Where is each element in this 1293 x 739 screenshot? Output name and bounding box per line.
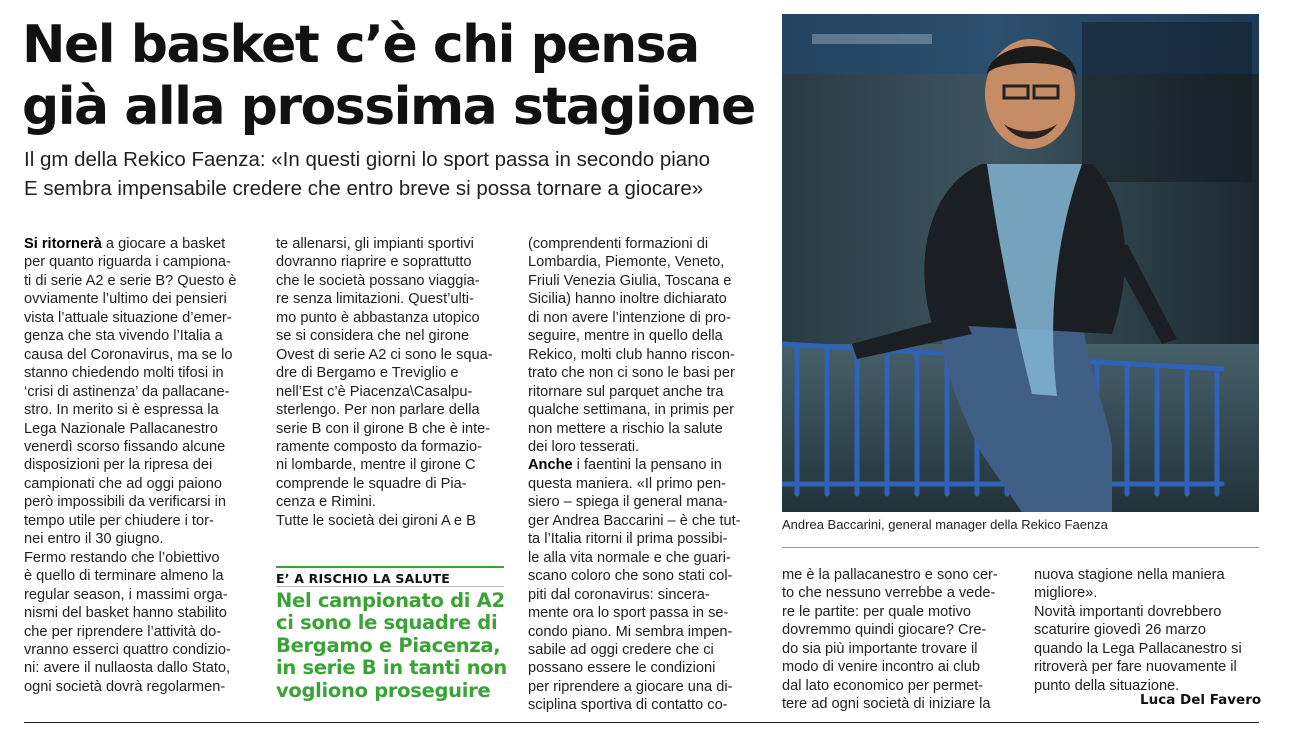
text-line: tempo utile per chiudere i tor- — [24, 512, 214, 529]
text-line: disposizioni per la ripresa dei — [24, 457, 213, 474]
article-column-2 — [276, 235, 504, 530]
text-line: stro. In merito si è espressa la — [24, 402, 219, 419]
text-line: to che nessuno verrebbe a vede- — [782, 585, 996, 602]
pullquote-line: Nel campionato di A2 — [276, 589, 505, 612]
text-line: Fermo restando che l’obiettivo — [24, 549, 220, 566]
photo-illustration — [782, 14, 1259, 512]
text-line: venerdì scorso fissando alcune — [24, 438, 226, 455]
text-line: Friuli Venezia Giulia, Toscana e — [528, 272, 732, 289]
column-2-text — [276, 235, 504, 530]
text-line: Lega Nazionale Pallacanestro — [24, 420, 218, 437]
text-line: ‘crisi di astinenza’ da pallacane- — [24, 383, 230, 400]
text-line: re senza limitazioni. Quest’ulti- — [276, 291, 474, 308]
article-column-5 — [1034, 566, 1259, 695]
pullquote — [276, 590, 508, 702]
photo-caption: Andrea Baccarini, general manager della Rekico Faenza — [782, 517, 1108, 532]
text-line: non mettere a rischio la salute — [528, 420, 723, 437]
text-line: trato che non ci sono le basi per — [528, 365, 735, 382]
text-line: ritroverà per fare nuovamente il — [1034, 659, 1237, 676]
headline — [22, 14, 772, 138]
text-line: genza che sta vivendo l’Italia a — [24, 328, 223, 345]
lead-in-word: Si ritornerà — [24, 236, 102, 252]
text-line: è quello di terminare almeno la — [24, 568, 224, 585]
text-line: scano coloro che sono stati col- — [528, 568, 733, 585]
text-line: mente ora lo sport passa in se- — [528, 605, 729, 622]
text-line: dre di Bergamo e Treviglio e — [276, 365, 459, 382]
text-line: comprende le squadre di Pia- — [276, 475, 467, 492]
text-line: se si considera che nel girone — [276, 328, 470, 345]
text-line: campionati che ad oggi paiono — [24, 475, 222, 492]
author-byline: Luca Del Favero — [1140, 692, 1262, 708]
text-line: vista l’attuale situazione d’emer- — [24, 309, 232, 326]
text-line: ni: avere il nullaosta dallo Stato, — [24, 660, 231, 677]
text-line: Si ritornerà a giocare a basket — [24, 236, 226, 252]
text-line: ni lombarde, mentre il girone C — [276, 457, 476, 474]
text-line: Anche i faentini la pensano in — [528, 457, 722, 474]
text-line: questa maniera. «Il primo pen- — [528, 475, 726, 492]
text-line: vranno esserci quattro condizio- — [24, 641, 231, 658]
text-line: ta l’Italia ritorni il prima possibi- — [528, 531, 728, 548]
text-line: nei entro il 30 giugno. — [24, 531, 164, 548]
text-line: qualche settimana, in primis per — [528, 402, 735, 419]
pullquote-line: vogliono proseguire — [276, 678, 491, 702]
text-line: per riprendere a giocare una di- — [528, 678, 733, 695]
text-line: dovremmo quindi giocare? Cre- — [782, 622, 987, 639]
text-line: ti di serie A2 e serie B? Questo è — [24, 272, 237, 289]
subheadline-line-1: Il gm della Rekico Faenza: «In questi giorni lo sport passa in secondo piano — [24, 148, 711, 171]
lead-in-word: Anche — [528, 457, 573, 474]
text-line: per quanto riguarda i campiona- — [24, 254, 231, 271]
text-line: nuova stagione nella maniera — [1034, 567, 1225, 583]
text-line: modo di venire incontro ai club — [782, 659, 980, 676]
text-line: quando la Lega Pallacanestro si — [1034, 640, 1242, 657]
page-bottom-rule — [24, 722, 1259, 723]
pullquote-line: Bergamo e Piacenza, — [276, 633, 501, 657]
headline-line-2: già alla prossima stagione — [22, 77, 755, 137]
text-line: Novità importanti dovrebbero — [1034, 603, 1222, 620]
text-line: che per riprendere l’attività do- — [24, 623, 222, 640]
caption-rule — [782, 547, 1259, 548]
text-line: ovviamente l’ultimo dei pensieri — [24, 291, 227, 308]
text-line: di non avere l’intenzione di pro- — [528, 309, 731, 326]
text-line: ramente composto da formazio- — [276, 438, 483, 455]
text-line: (comprendenti formazioni di — [528, 236, 709, 252]
text-line: ogni società dovrà regolarmen- — [24, 678, 226, 695]
text-line: Tutte le società dei gironi A e B — [276, 512, 476, 529]
column-4-text — [782, 566, 1007, 714]
text-line: possano essere le condizioni — [528, 660, 716, 677]
text-line: punto della situazione. — [1034, 677, 1180, 694]
text-line: dal lato economico per permet- — [782, 677, 984, 694]
article-column-1 — [24, 235, 252, 696]
article-column-3 — [528, 235, 756, 715]
text-line: seguire, mentre in quello della — [528, 328, 723, 345]
text-line: nell’Est c’è Piacenza\Casalpu- — [276, 383, 473, 400]
subheadline-line-2: E sembra impensabile credere che entro breve si possa tornare a giocare» — [24, 177, 704, 200]
text-line: sciplina sportiva di contatto co- — [528, 697, 728, 714]
text-line: piti dal coronavirus: sincera- — [528, 586, 710, 603]
text-line: Sicilia) hanno inoltre dichiarato — [528, 291, 727, 308]
text-line: dei loro tesserati. — [528, 438, 640, 455]
pullquote-line: in serie B in tanti non — [276, 656, 507, 680]
text-line: cenza e Rimini. — [276, 494, 376, 511]
text-line: causa del Coronavirus, ma se lo — [24, 346, 233, 363]
text-line: migliore». — [1034, 585, 1098, 602]
text-line: me è la pallacanestro e sono cer- — [782, 567, 998, 583]
headline-line-1: Nel basket c’è chi pensa — [22, 15, 699, 75]
text-line: ritornare sul parquet anche tra — [528, 383, 724, 400]
text-line: però impossibili da verificarsi in — [24, 494, 226, 511]
pullquote-label: E’ A RISCHIO LA SALUTE — [276, 571, 451, 586]
column-3-text-a — [528, 235, 756, 456]
text-line: Rekico, molti club hanno riscon- — [528, 346, 735, 363]
text-line: sterlengo. Per non parlare della — [276, 402, 480, 419]
text-line: te allenarsi, gli impianti sportivi — [276, 236, 474, 252]
text-line: do sia più importante trovare il — [782, 640, 978, 657]
pullquote-line: ci sono le squadre di — [276, 611, 498, 635]
text-line: dovranno riaprire e soprattutto — [276, 254, 472, 271]
column-3-text-b — [528, 456, 756, 714]
text-line: sabile ad oggi credere che ci — [528, 641, 714, 658]
text-line: condo piano. Mi sembra impen- — [528, 623, 733, 640]
text-line: mo punto è abbastanza utopico — [276, 309, 480, 326]
text-line: ger Andrea Baccarini – è che tut- — [528, 512, 741, 529]
subheadline — [24, 145, 784, 203]
text-line: tere ad ogni società di iniziare la — [782, 696, 991, 713]
text-line: serie B con il girone B che è inte- — [276, 420, 491, 437]
text-line: regular season, i massimi orga- — [24, 586, 228, 603]
text-line: che le società possano viaggia- — [276, 272, 480, 289]
article-photo — [782, 14, 1259, 512]
column-5-text — [1034, 566, 1259, 695]
pullquote-top-rule — [276, 566, 504, 568]
column-1-text — [24, 235, 252, 696]
text-line: siero – spiega il general mana- — [528, 494, 728, 511]
text-line: Ovest di serie A2 ci sono le squa- — [276, 346, 493, 363]
text-line: nismi del basket hanno stabilito — [24, 605, 227, 622]
text-line: stanno chiedendo molti tifosi in — [24, 365, 224, 382]
pullquote-divider — [276, 586, 504, 587]
text-line: scaturire giovedì 26 marzo — [1034, 622, 1206, 639]
text-line: le alla vita normale e che guari- — [528, 549, 731, 566]
text-line: re le partite: per quale motivo — [782, 603, 972, 620]
text-line: Lombardia, Piemonte, Veneto, — [528, 254, 725, 271]
article-column-4 — [782, 566, 1007, 714]
